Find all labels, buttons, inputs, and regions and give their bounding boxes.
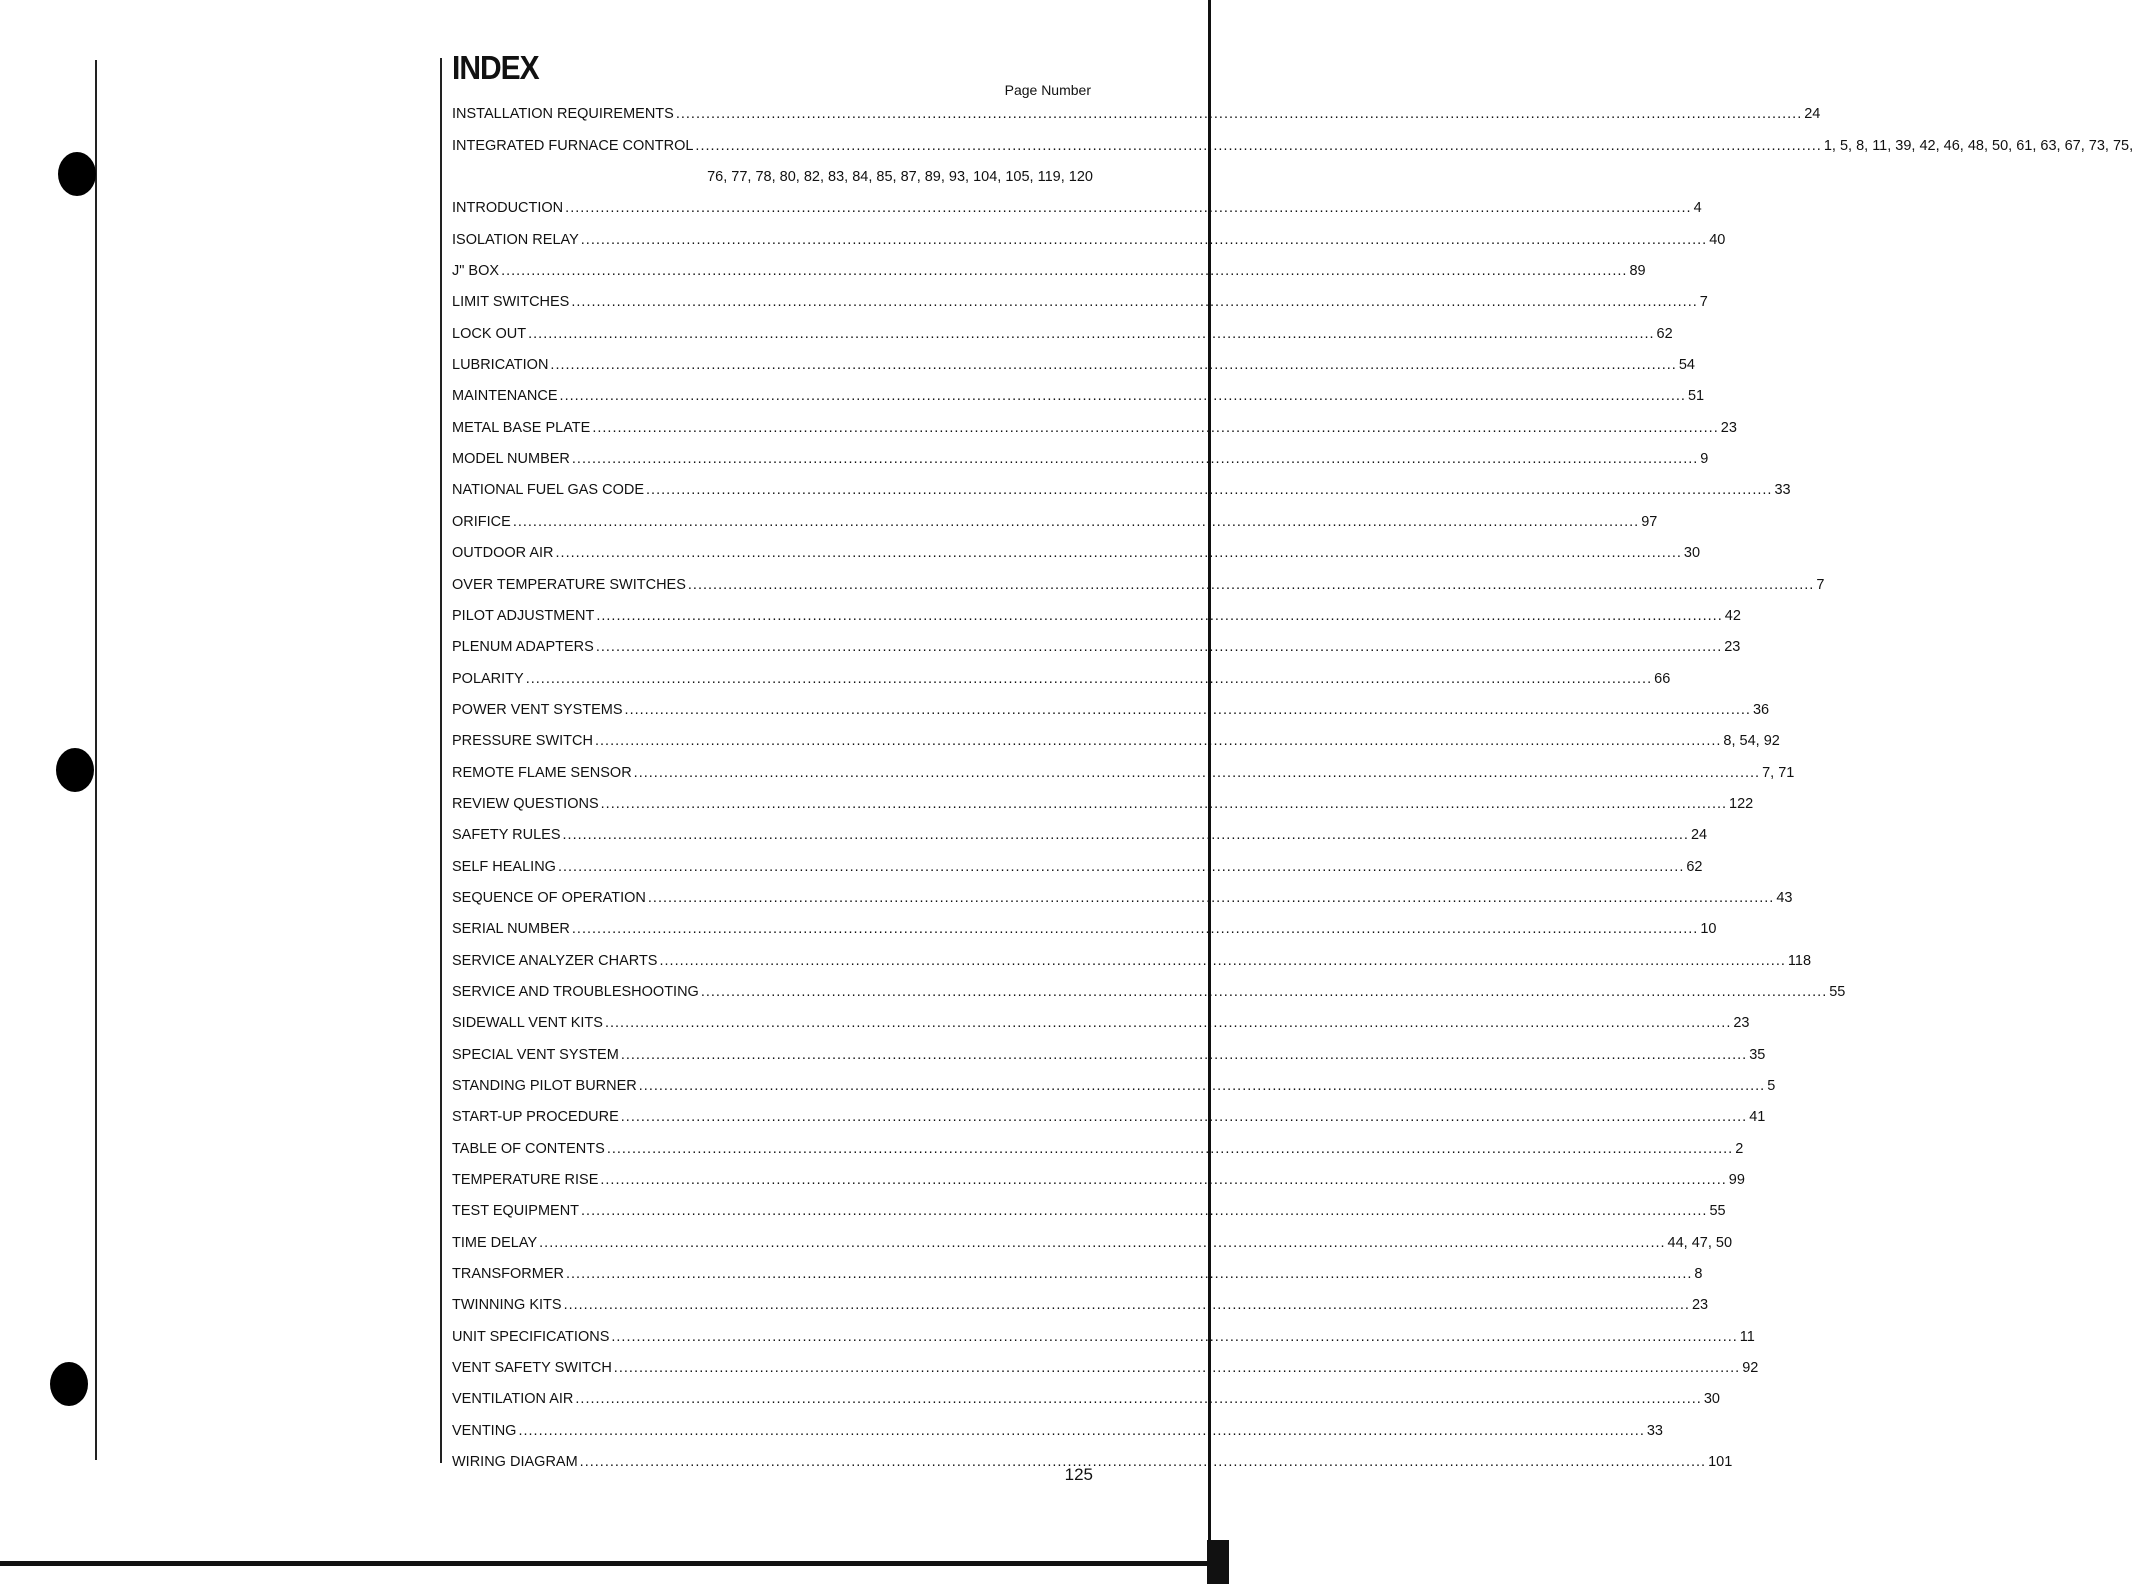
index-entry [452, 186, 1702, 217]
index-term: ORIFICE [452, 513, 511, 530]
index-term: SIDEWALL VENT KITS [452, 1015, 603, 1032]
index-page-numbers: 23 [1691, 1297, 1709, 1314]
dot-leader: ................................................................................................................................................................................................................................ [638, 1078, 1766, 1094]
index-page-numbers: 97 [1641, 513, 1658, 530]
index-term: REVIEW QUESTIONS [452, 795, 599, 812]
index-page-numbers: 66 [1654, 670, 1671, 687]
index-term: SELF HEALING [452, 858, 556, 875]
index-page-numbers: 43 [1776, 889, 1793, 906]
index-entry [452, 499, 1658, 530]
index-term: SPECIAL VENT SYSTEM [452, 1046, 619, 1063]
index-entry [452, 719, 1780, 750]
index-entry [452, 1126, 1744, 1157]
index-page-numbers: 4 [1693, 200, 1702, 217]
index-term: POWER VENT SYSTEMS [452, 701, 623, 718]
index-entry [452, 844, 1703, 875]
index-page-numbers: 54 [1678, 357, 1695, 374]
dot-leader: ................................................................................................................................................................................................................................ [596, 607, 1723, 624]
punch-hole [58, 152, 96, 196]
dot-leader: ................................................................................................................................................................................................................................ [518, 1422, 1645, 1439]
index-page-numbers: 24 [1804, 106, 1821, 123]
dot-leader: ................................................................................................................................................................................................................................ [571, 451, 1699, 468]
index-page-numbers: 101 [1708, 1454, 1733, 1471]
index-term: INTEGRATED FURNACE CONTROL [452, 137, 694, 154]
index-term: TEST EQUIPMENT [452, 1203, 580, 1220]
dot-leader: ................................................................................................................................................................................................................................ [512, 513, 1640, 530]
index-page-numbers: 33 [1646, 1422, 1663, 1439]
dot-leader: ................................................................................................................................................................................................................................ [565, 1266, 1693, 1283]
dot-leader: ................................................................................................................................................................................................................................ [647, 889, 1775, 906]
index-term: ISOLATION RELAY [452, 231, 579, 248]
index-term: PRESSURE SWITCH [452, 733, 593, 750]
dot-leader: ................................................................................................................................................................................................................................ [557, 858, 1685, 875]
index-entry [452, 1346, 1759, 1377]
dot-leader: ................................................................................................................................................................................................................................ [620, 1046, 1748, 1063]
index-page-numbers: 9 [1700, 451, 1709, 468]
dot-leader: ................................................................................................................................................................................................................................ [600, 795, 1728, 812]
index-term: TEMPERATURE RISE [452, 1172, 599, 1189]
index-page-numbers: 41 [1749, 1109, 1766, 1126]
index-entry [452, 1314, 1755, 1345]
index-page-numbers: 30 [1703, 1391, 1720, 1408]
index-term: INSTALLATION REQUIREMENTS [452, 106, 674, 123]
index-page-numbers: 2 [1735, 1140, 1744, 1157]
index-term: VENT SAFETY SWITCH [452, 1360, 612, 1377]
index-term: OUTDOOR AIR [452, 545, 554, 562]
index-term: POLARITY [452, 670, 524, 687]
dot-leader: ................................................................................................................................................................................................................................ [539, 1234, 1666, 1251]
binder-margin-line [95, 60, 97, 1460]
index-term: LOCK OUT [452, 325, 527, 342]
index-term: PILOT ADJUSTMENT [452, 607, 595, 624]
dot-leader: ................................................................................................................................................................................................................................ [675, 106, 1803, 123]
dot-leader: ................................................................................................................................................................................................................................ [571, 921, 1699, 938]
index-page-numbers: 122 [1729, 795, 1754, 812]
index-entries [452, 92, 2133, 1471]
dot-leader: ................................................................................................................................................................................................................................ [592, 419, 1719, 436]
index-entry [452, 311, 1673, 342]
dot-leader: ................................................................................................................................................................................................................................ [575, 1391, 1702, 1408]
index-entry [452, 876, 1793, 907]
index-page-numbers: 7 [1816, 576, 1825, 593]
index-entry [452, 907, 1717, 938]
dot-leader: ................................................................................................................................................................................................................................ [600, 1172, 1727, 1189]
index-page-numbers: 1, 5, 8, 11, 39, 42, 46, 48, 50, 61, 63, 67, 73, 75, [1823, 137, 2133, 154]
index-entry [452, 1440, 1733, 1471]
index-page-numbers: 118 [1787, 952, 1812, 969]
dot-leader: ................................................................................................................................................................................................................................ [613, 1360, 1741, 1377]
dot-leader: ................................................................................................................................................................................................................................ [528, 325, 1655, 342]
index-term: MODEL NUMBER [452, 451, 570, 468]
index-page-numbers: 23 [1720, 419, 1737, 436]
index-page-numbers: 5 [1767, 1078, 1776, 1094]
index-term: WIRING DIAGRAM [452, 1454, 578, 1471]
page-number-column-header: Page Number [1004, 82, 1091, 98]
dot-leader: ................................................................................................................................................................................................................................ [620, 1109, 1748, 1126]
dot-leader: ................................................................................................................................................................................................................................ [695, 137, 1822, 154]
punch-hole [50, 1362, 88, 1406]
dot-leader: ................................................................................................................................................................................................................................ [687, 576, 1815, 593]
dot-leader: ................................................................................................................................................................................................................................ [501, 263, 1628, 280]
index-term: TRANSFORMER [452, 1266, 564, 1283]
index-page-numbers: 7, 71 [1762, 764, 1795, 781]
index-term: TIME DELAY [452, 1234, 538, 1251]
index-entry [452, 1001, 1750, 1032]
index-entry [452, 280, 1708, 311]
index-entry [452, 594, 1741, 625]
index-entry [452, 625, 1741, 656]
page-corner [1207, 1540, 1229, 1584]
index-entry [452, 813, 1708, 844]
index-term: SERVICE ANALYZER CHARTS [452, 952, 658, 969]
index-page-numbers: 10 [1700, 921, 1717, 938]
index-term: TWINNING KITS [452, 1297, 562, 1314]
index-entry [452, 1189, 1726, 1220]
index-term: SERIAL NUMBER [452, 921, 570, 938]
index-entry [452, 562, 1825, 593]
index-page-numbers: 51 [1687, 388, 1705, 405]
index-term: NATIONAL FUEL GAS CODE [452, 482, 645, 499]
dot-leader: ................................................................................................................................................................................................................................ [555, 545, 1682, 562]
dot-leader: ................................................................................................................................................................................................................................ [559, 388, 1686, 405]
page-title: INDEX [452, 50, 539, 87]
dot-leader: ................................................................................................................................................................................................................................ [606, 1140, 1734, 1157]
index-page-numbers: 8 [1694, 1266, 1703, 1283]
index-entry [452, 1408, 1663, 1439]
index-entry [452, 1158, 1745, 1189]
dot-leader: ................................................................................................................................................................................................................................ [525, 670, 1653, 687]
dot-leader: ................................................................................................................................................................................................................................ [563, 1297, 1690, 1314]
dot-leader: ................................................................................................................................................................................................................................ [611, 1328, 1738, 1345]
index-page-numbers: 24 [1690, 827, 1708, 844]
dot-leader: ................................................................................................................................................................................................................................ [624, 701, 1751, 718]
index-page-numbers: 42 [1724, 607, 1741, 624]
index-entry [452, 437, 1709, 468]
index-term: SAFETY RULES [452, 827, 561, 844]
index-entry [452, 1252, 1703, 1283]
index-term: LIMIT SWITCHES [452, 294, 570, 311]
index-page-numbers: 92 [1742, 1360, 1759, 1377]
index-term: METAL BASE PLATE [452, 419, 591, 436]
index-vertical-rule [440, 58, 442, 1463]
index-entry [452, 656, 1671, 687]
index-entry [452, 750, 1795, 781]
page-folio: 125 [1064, 1465, 1093, 1484]
dot-leader: ................................................................................................................................................................................................................................ [659, 952, 1786, 969]
index-term: STANDING PILOT BURNER [452, 1078, 637, 1094]
index-entry [452, 1220, 1733, 1251]
dot-leader: ................................................................................................................................................................................................................................ [579, 1454, 1707, 1471]
dot-leader: ................................................................................................................................................................................................................................ [550, 357, 1677, 374]
index-term: SERVICE AND TROUBLESHOOTING [452, 983, 699, 1000]
index-entry [452, 1377, 1720, 1408]
index-entry [452, 970, 1846, 1001]
index-page-numbers: 36 [1752, 701, 1770, 718]
index-term: OVER TEMPERATURE SWITCHES [452, 576, 686, 593]
index-entry [452, 782, 1754, 813]
index-entry [452, 938, 1812, 969]
index-term: UNIT SPECIFICATIONS [452, 1328, 610, 1345]
index-entry [452, 1283, 1709, 1314]
index-term: TABLE OF CONTENTS [452, 1140, 605, 1157]
index-page-numbers: 23 [1733, 1015, 1750, 1032]
index-page-numbers: 11 [1739, 1328, 1755, 1345]
index-term: VENTILATION AIR [452, 1391, 574, 1408]
index-term: J" BOX [452, 263, 500, 280]
dot-leader: ................................................................................................................................................................................................................................ [565, 200, 1692, 217]
index-page-numbers: 23 [1724, 639, 1741, 656]
dot-leader: ................................................................................................................................................................................................................................ [595, 733, 1722, 750]
index-page-numbers: 99 [1728, 1172, 1745, 1189]
index-page-numbers: 62 [1686, 858, 1703, 875]
index-page-numbers: 44, 47, 50 [1667, 1234, 1733, 1251]
index-page-numbers: 55 [1709, 1203, 1726, 1220]
index-term: SEQUENCE OF OPERATION [452, 889, 646, 906]
index-entry [452, 1064, 1776, 1095]
dot-leader: ................................................................................................................................................................................................................................ [581, 1203, 1708, 1220]
index-term: REMOTE FLAME SENSOR [452, 764, 632, 781]
index-entry [452, 405, 1737, 436]
index-entry [452, 1095, 1766, 1126]
dot-leader: ................................................................................................................................................................................................................................ [571, 294, 1698, 311]
index-page-numbers: 30 [1683, 545, 1701, 562]
index-page-numbers: 76, 77, 78, 80, 82, 83, 84, 85, 87, 89, 93, 104, 105, 119, 120 [707, 169, 1093, 186]
index-entry-continuation [452, 155, 1093, 186]
index-entry [452, 468, 1791, 499]
index-term: LUBRICATION [452, 357, 549, 374]
index-entry [452, 249, 1646, 280]
index-page-numbers: 35 [1749, 1046, 1766, 1063]
index-term: INTRODUCTION [452, 200, 564, 217]
index-page-numbers: 89 [1629, 263, 1646, 280]
index-term: MAINTENANCE [452, 388, 558, 405]
punch-hole [56, 748, 94, 792]
dot-leader: ................................................................................................................................................................................................................................ [595, 639, 1723, 656]
page-edge-bottom [0, 1561, 1229, 1566]
dot-leader: ................................................................................................................................................................................................................................ [604, 1015, 1732, 1032]
index-entry [452, 343, 1695, 374]
index-entry [452, 688, 1770, 719]
index-page-numbers: 33 [1774, 482, 1791, 499]
index-page-numbers: 40 [1709, 231, 1726, 248]
dot-leader: ................................................................................................................................................................................................................................ [646, 482, 1773, 499]
index-entry [452, 217, 1726, 248]
dot-leader: ................................................................................................................................................................................................................................ [633, 764, 1761, 781]
index-page-numbers: 8, 54, 92 [1723, 733, 1780, 750]
index-entry [452, 123, 2133, 154]
index-entry [452, 374, 1705, 405]
dot-leader: ................................................................................................................................................................................................................................ [580, 231, 1708, 248]
index-page-numbers: 62 [1656, 325, 1673, 342]
dot-leader: ................................................................................................................................................................................................................................ [562, 827, 1689, 844]
index-term: START-UP PROCEDURE [452, 1109, 619, 1126]
index-term: PLENUM ADAPTERS [452, 639, 594, 656]
index-entry [452, 1032, 1766, 1063]
index-entry [452, 531, 1701, 562]
index-entry [452, 92, 1821, 123]
dot-leader: ................................................................................................................................................................................................................................ [700, 983, 1828, 1000]
index-page-numbers: 55 [1829, 983, 1846, 1000]
index-term: VENTING [452, 1422, 517, 1439]
index-page-numbers: 7 [1699, 294, 1708, 311]
